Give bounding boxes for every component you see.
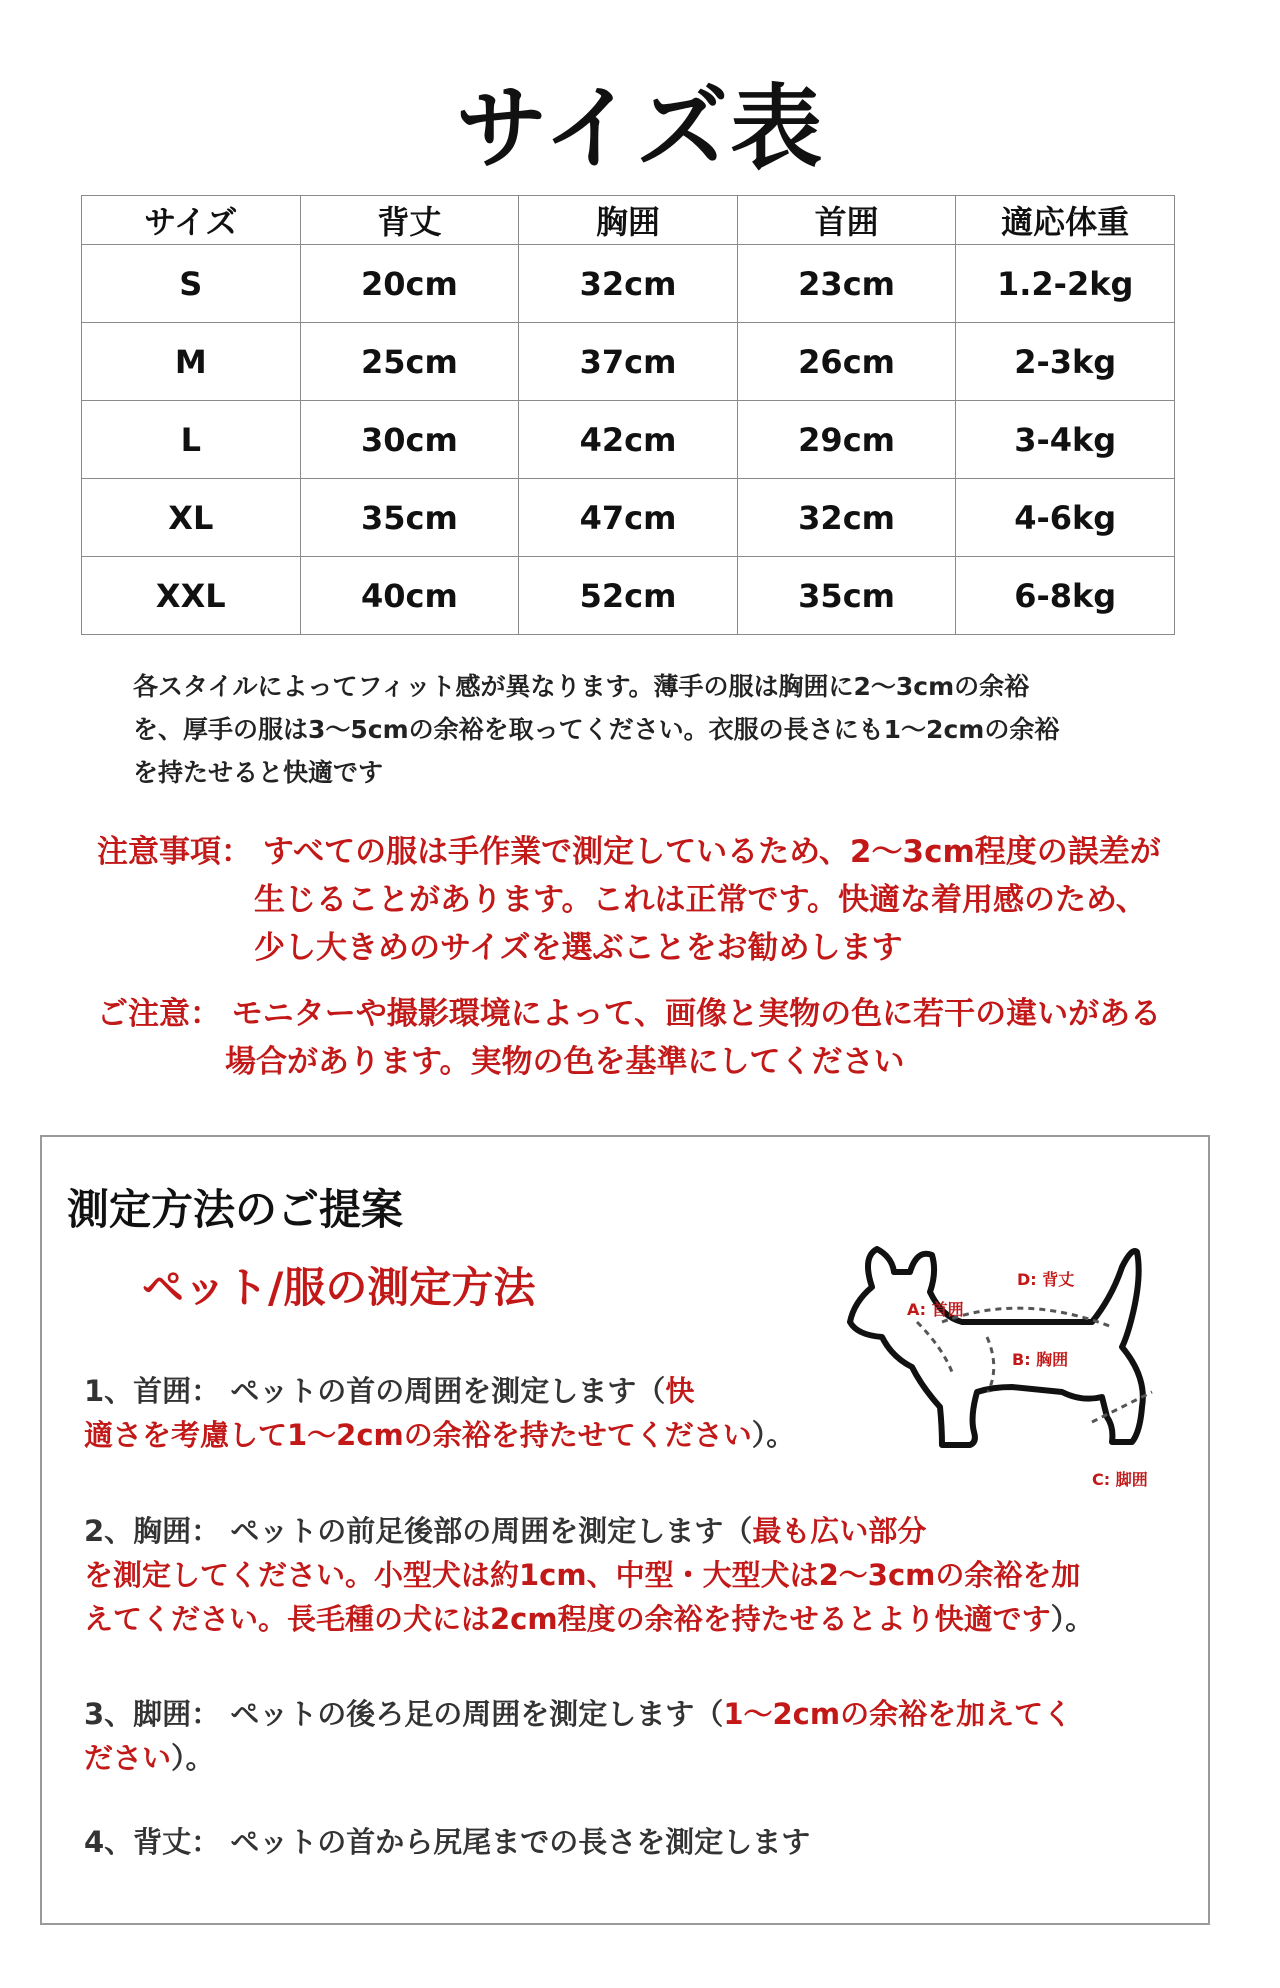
- step-end: ）。: [171, 1741, 215, 1775]
- cell-back-length: 30cm: [300, 401, 519, 479]
- step-back-length: [84, 1820, 810, 1864]
- warning-handmade: [97, 828, 1161, 972]
- measure-subtitle: ペット/服の測定方法: [142, 1263, 536, 1312]
- cell-back-length: 40cm: [300, 557, 519, 635]
- dog-diagram: [802, 1227, 1222, 1527]
- cell-chest: 42cm: [519, 401, 738, 479]
- cell-neck: 26cm: [737, 323, 956, 401]
- step-neck: [84, 1369, 795, 1457]
- step-label: 1、首囲：: [84, 1374, 221, 1408]
- page-title: サイズ表: [455, 75, 825, 182]
- step-red-text: 1～2cmの余裕を加えてく: [723, 1697, 1073, 1731]
- fit-note-line: を、厚手の服は3～5cmの余裕を取ってください。衣服の長さにも1～2cmの余裕: [133, 715, 1060, 744]
- warning-line: 場合があります。実物の色を基準にしてください: [225, 1044, 905, 1080]
- warning-line: モニターや撮影環境によって、画像と実物の色に若干の違いがある: [231, 996, 1162, 1032]
- cell-neck: 23cm: [737, 245, 956, 323]
- cell-weight: 4-6kg: [956, 479, 1175, 557]
- cell-weight: 2-3kg: [956, 323, 1175, 401]
- label-leg: C: 脚囲: [1092, 1470, 1148, 1489]
- step-chest: [84, 1509, 1094, 1641]
- cell-size: L: [82, 401, 301, 479]
- label-chest: B: 胸囲: [1012, 1350, 1069, 1369]
- step-text: ペットの前足後部の周囲を測定します（: [230, 1514, 753, 1548]
- cell-chest: 47cm: [519, 479, 738, 557]
- cell-neck: 35cm: [737, 557, 956, 635]
- label-neck: A: 首囲: [907, 1300, 964, 1319]
- size-table: [81, 195, 1175, 635]
- step-red-text: 快: [665, 1374, 695, 1408]
- cell-weight: 3-4kg: [956, 401, 1175, 479]
- header-weight: 適応体重: [956, 196, 1175, 245]
- cell-back-length: 25cm: [300, 323, 519, 401]
- cell-back-length: 35cm: [300, 479, 519, 557]
- step-red-text: 最も広い部分: [752, 1514, 927, 1548]
- step-text: ペットの首の周囲を測定します（: [230, 1374, 666, 1408]
- table-row: [82, 557, 1175, 635]
- cell-weight: 6-8kg: [956, 557, 1175, 635]
- cell-weight: 1.2-2kg: [956, 245, 1175, 323]
- table-header-row: [82, 196, 1175, 245]
- step-red-text: を測定してください。小型犬は約1cm、中型・大型犬は2～3cmの余裕を加: [84, 1558, 1081, 1592]
- table-row: [82, 401, 1175, 479]
- cell-chest: 52cm: [519, 557, 738, 635]
- warning-line: 生じることがあります。これは正常です。快適な着用感のため、: [254, 882, 1147, 918]
- step-red-text: 適さを考慮して1～2cmの余裕を持たせてください: [84, 1418, 752, 1452]
- fit-note-line: 各スタイルによってフィット感が異なります。薄手の服は胸囲に2～3cmの余裕: [133, 672, 1030, 701]
- cell-size: S: [82, 245, 301, 323]
- step-text: ペットの首から尻尾までの長さを測定します: [230, 1825, 811, 1859]
- cell-back-length: 20cm: [300, 245, 519, 323]
- cell-size: XXL: [82, 557, 301, 635]
- warning-label: ご注意：: [97, 996, 221, 1032]
- cell-neck: 32cm: [737, 479, 956, 557]
- table-row: [82, 479, 1175, 557]
- neck-measure-line: [917, 1322, 952, 1372]
- step-end: ）。: [751, 1418, 796, 1452]
- cell-size: M: [82, 323, 301, 401]
- header-chest: 胸囲: [519, 196, 738, 245]
- cell-size: XL: [82, 479, 301, 557]
- step-red-text: えてください。長毛種の犬には2cm程度の余裕を持たせるとより快適です: [84, 1602, 1051, 1636]
- fit-note: [133, 665, 1193, 794]
- step-text: ペットの後ろ足の周囲を測定します（: [230, 1697, 724, 1731]
- warning-line: 少し大きめのサイズを選ぶことをお勧めします: [254, 930, 903, 966]
- table-row: [82, 245, 1175, 323]
- fit-note-line: を持たせると快適です: [133, 758, 384, 787]
- label-back: D: 背丈: [1017, 1270, 1075, 1289]
- table-row: [82, 323, 1175, 401]
- step-red-text: ださい: [84, 1741, 172, 1775]
- step-label: 2、胸囲：: [84, 1514, 221, 1548]
- header-back-length: 背丈: [300, 196, 519, 245]
- header-neck: 首囲: [737, 196, 956, 245]
- step-end: ）。: [1050, 1602, 1095, 1636]
- step-label: 4、背丈：: [84, 1825, 221, 1859]
- step-leg: [84, 1692, 1072, 1780]
- warning-label: 注意事項：: [97, 834, 252, 870]
- dog-outline-icon: [850, 1249, 1143, 1445]
- step-label: 3、脚囲：: [84, 1697, 221, 1731]
- measure-title: 測定方法のご提案: [67, 1185, 404, 1234]
- chest-measure-line: [987, 1337, 994, 1392]
- cell-chest: 32cm: [519, 245, 738, 323]
- measure-box: [40, 1135, 1210, 1925]
- header-size: サイズ: [82, 196, 301, 245]
- cell-chest: 37cm: [519, 323, 738, 401]
- warning-color: [97, 990, 1161, 1086]
- warning-line: すべての服は手作業で測定しているため、2～3cm程度の誤差が: [262, 834, 1161, 870]
- cell-neck: 29cm: [737, 401, 956, 479]
